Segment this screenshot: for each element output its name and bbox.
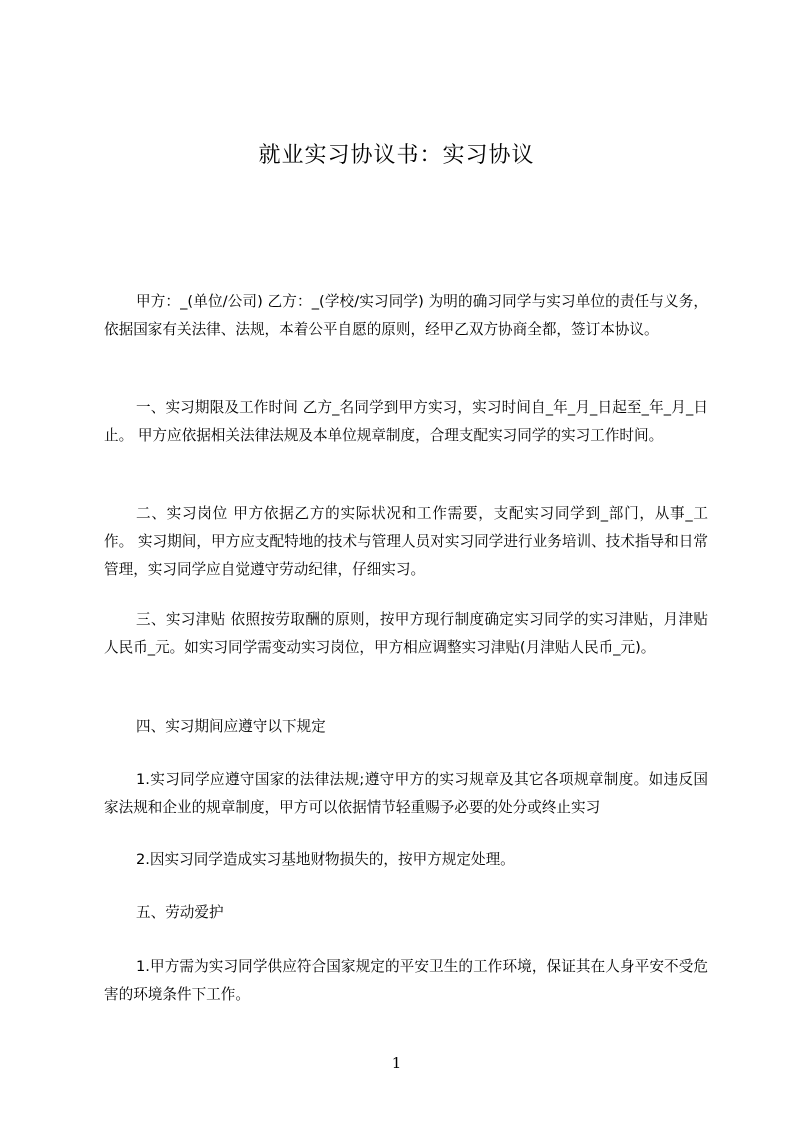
paragraph-rule-2: 2.因实习同学造成实习基地财物损失的，按甲方规定处理。: [136, 851, 515, 868]
paragraph-period: 一、实习期限及工作时间 乙方_名同学到甲方实习，实习时间自_年_月_日起至_年_月_日止。 甲方应依据相关法律法规及本单位规章制度，合理支配实习同学的实习工作时间。: [104, 399, 708, 444]
document-title: 就业实习协议书：实习协议: [258, 143, 535, 168]
paragraph-position: 二、实习岗位 甲方依据乙方的实际状况和工作需要，支配实习同学到_部门，从事_工作。 实习期间，甲方应支配特地的技术与管理人员对实习同学进行业务培训、技术指导和日常管理，实习同学应自觉遵守劳动纪律，仔细实习。: [104, 505, 708, 578]
section-heading-protection: 五、劳动爱护: [136, 904, 224, 921]
page-number: 1: [391, 1054, 402, 1072]
paragraph-protection-1: 1.甲方需为实习同学供应符合国家规定的平安卫生的工作环境，保证其在人身平安不受危害的环境条件下工作。: [104, 958, 708, 1003]
paragraph-allowance: 三、实习津贴 依照按劳取酬的原则，按甲方现行制度确定实习同学的实习津贴，月津贴人民币_元。如实习同学需变动实习岗位，甲方相应调整实习津贴(月津贴人民币_元)。: [104, 611, 708, 656]
paragraph-parties: 甲方：_(单位/公司) 乙方：_(学校/实习同学) 为明的确习同学与实习单位的责任与义务，依据国家有关法律、法规，本着公平自愿的原则，经甲乙双方协商全都，签订本协议。: [104, 293, 708, 338]
section-heading-rules: 四、实习期间应遵守以下规定: [136, 718, 326, 735]
paragraph-rule-1: 1.实习同学应遵守国家的法律法规;遵守甲方的实习规章及其它各项规章制度。如违反国家法规和企业的规章制度，甲方可以依据情节轻重赐予必要的处分或终止实习: [104, 771, 708, 816]
